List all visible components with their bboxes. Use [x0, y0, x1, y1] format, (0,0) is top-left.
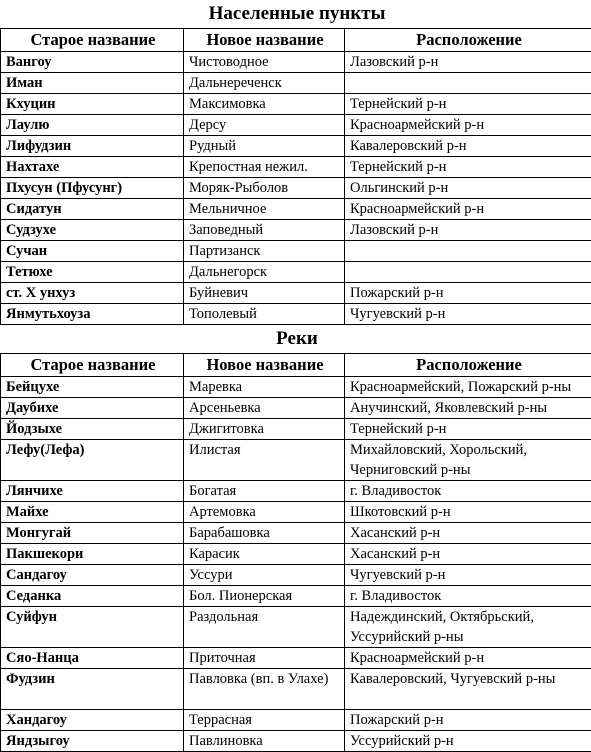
location-cell: Кавалеровский р-н [345, 136, 591, 157]
old-name-cell: Фудзин [1, 669, 184, 710]
old-name-cell: Янмутьхоуза [1, 304, 184, 325]
table-row [1, 523, 591, 544]
new-name-cell: Бол. Пионерская [184, 586, 345, 607]
table-row [1, 199, 591, 220]
old-name-cell: Пакшекори [1, 544, 184, 565]
location-cell: Лазовский р-н [345, 52, 591, 73]
location-cell: Пожарский р-н [345, 283, 591, 304]
settlements-old-name-header: Старое название [1, 29, 184, 52]
table-row [1, 157, 591, 178]
location-cell: Красноармейский р-н [345, 648, 591, 669]
old-name-cell: Судзухе [1, 220, 184, 241]
table-row [1, 731, 591, 752]
location-cell: Чугуевский р-н [345, 304, 591, 325]
old-name-cell: Яндзыгоу [1, 731, 184, 752]
table-row [1, 648, 591, 669]
new-name-cell: Раздольная [184, 607, 345, 648]
old-name-cell: Монгугай [1, 523, 184, 544]
new-name-cell: Дальнегорск [184, 262, 345, 283]
table-row [1, 94, 591, 115]
location-cell: Тернейский р-н [345, 94, 591, 115]
rivers-title: Реки [1, 325, 591, 354]
old-name-cell: Сидатун [1, 199, 184, 220]
rivers-header-row [1, 354, 591, 377]
old-name-cell: Майхе [1, 502, 184, 523]
old-name-cell: Лефу(Лефа) [1, 440, 184, 481]
rivers-location-header: Расположение [345, 354, 591, 377]
location-cell: Ольгинский р-н [345, 178, 591, 199]
table-row [1, 241, 591, 262]
old-name-cell: ст. Х унхуз [1, 283, 184, 304]
old-name-cell: Вангоу [1, 52, 184, 73]
new-name-cell: Павловка (вп. в Улахе) [184, 669, 345, 710]
new-name-cell: Богатая [184, 481, 345, 502]
location-cell: Хасанский р-н [345, 544, 591, 565]
old-name-cell: Нахтахе [1, 157, 184, 178]
new-name-cell: Террасная [184, 710, 345, 731]
location-cell: Анучинский, Яковлевский р-ны [345, 398, 591, 419]
location-cell [345, 262, 591, 283]
old-name-cell: Сучан [1, 241, 184, 262]
new-name-cell: Мельничное [184, 199, 345, 220]
table-row [1, 115, 591, 136]
settlements-title: Населенные пункты [1, 0, 591, 29]
new-name-cell: Крепостная нежил. [184, 157, 345, 178]
new-name-cell: Партизанск [184, 241, 345, 262]
new-name-cell: Буйневич [184, 283, 345, 304]
new-name-cell: Максимовка [184, 94, 345, 115]
new-name-cell: Уссури [184, 565, 345, 586]
table-row [1, 607, 591, 648]
settlements-header-row [1, 29, 591, 52]
location-cell: Кавалеровский, Чугуевский р-ны [345, 669, 591, 710]
table-row [1, 669, 591, 710]
table-row [1, 481, 591, 502]
old-name-cell: Седанка [1, 586, 184, 607]
settlements-title-row [1, 0, 591, 29]
old-name-cell: Кхуцин [1, 94, 184, 115]
settlements-new-name-header: Новое название [184, 29, 345, 52]
table-row [1, 262, 591, 283]
table-row [1, 304, 591, 325]
location-cell: Тернейский р-н [345, 419, 591, 440]
table-row [1, 565, 591, 586]
table-row [1, 377, 591, 398]
new-name-cell: Заповедный [184, 220, 345, 241]
new-name-cell: Чистоводное [184, 52, 345, 73]
table-row [1, 73, 591, 94]
old-name-cell: Лаулю [1, 115, 184, 136]
rivers-old-name-header: Старое название [1, 354, 184, 377]
location-cell [345, 73, 591, 94]
location-cell: Красноармейский р-н [345, 199, 591, 220]
new-name-cell: Моряк-Рыболов [184, 178, 345, 199]
old-name-cell: Хандагоу [1, 710, 184, 731]
old-name-cell: Пхусун (Пфусунг) [1, 178, 184, 199]
location-cell: Надеждинский, Октябрьский, Уссурийский р-ны [345, 607, 591, 648]
new-name-cell: Маревка [184, 377, 345, 398]
new-name-cell: Карасик [184, 544, 345, 565]
table-row [1, 502, 591, 523]
old-name-cell: Йодзыхе [1, 419, 184, 440]
settlements-location-header: Расположение [345, 29, 591, 52]
new-name-cell: Барабашовка [184, 523, 345, 544]
old-name-cell: Иман [1, 73, 184, 94]
old-name-cell: Суйфун [1, 607, 184, 648]
location-cell: Уссурийский р-н [345, 731, 591, 752]
location-cell: Лазовский р-н [345, 220, 591, 241]
rivers-title-row [1, 325, 591, 354]
new-name-cell: Рудный [184, 136, 345, 157]
old-name-cell: Тетюхе [1, 262, 184, 283]
old-name-cell: Сяо-Нанца [1, 648, 184, 669]
location-cell: Чугуевский р-н [345, 565, 591, 586]
table-row [1, 178, 591, 199]
table-row [1, 544, 591, 565]
table-row [1, 586, 591, 607]
table-row [1, 440, 591, 481]
location-cell: Шкотовский р-н [345, 502, 591, 523]
location-cell: Хасанский р-н [345, 523, 591, 544]
table-row [1, 52, 591, 73]
old-name-cell: Бейцухе [1, 377, 184, 398]
location-cell: Красноармейский, Пожарский р-ны [345, 377, 591, 398]
table-row [1, 136, 591, 157]
old-name-cell: Лянчихе [1, 481, 184, 502]
location-cell: Тернейский р-н [345, 157, 591, 178]
rivers-new-name-header: Новое название [184, 354, 345, 377]
location-cell: г. Владивосток [345, 481, 591, 502]
location-cell: Михайловский, Хорольский, Черниговский р-ны [345, 440, 591, 481]
location-cell: г. Владивосток [345, 586, 591, 607]
table-row [1, 283, 591, 304]
location-cell [345, 241, 591, 262]
new-name-cell: Тополевый [184, 304, 345, 325]
new-name-cell: Приточная [184, 648, 345, 669]
location-cell: Пожарский р-н [345, 710, 591, 731]
new-name-cell: Илистая [184, 440, 345, 481]
new-name-cell: Артемовка [184, 502, 345, 523]
table-row [1, 419, 591, 440]
new-name-cell: Павлиновка [184, 731, 345, 752]
new-name-cell: Дальнереченск [184, 73, 345, 94]
new-name-cell: Дерсу [184, 115, 345, 136]
table-row [1, 710, 591, 731]
old-name-cell: Даубихе [1, 398, 184, 419]
table-row [1, 220, 591, 241]
old-name-cell: Лифудзин [1, 136, 184, 157]
location-cell: Красноармейский р-н [345, 115, 591, 136]
new-name-cell: Арсеньевка [184, 398, 345, 419]
place-names-table-body [1, 0, 591, 752]
table-row [1, 398, 591, 419]
old-name-cell: Сандагоу [1, 565, 184, 586]
new-name-cell: Джигитовка [184, 419, 345, 440]
